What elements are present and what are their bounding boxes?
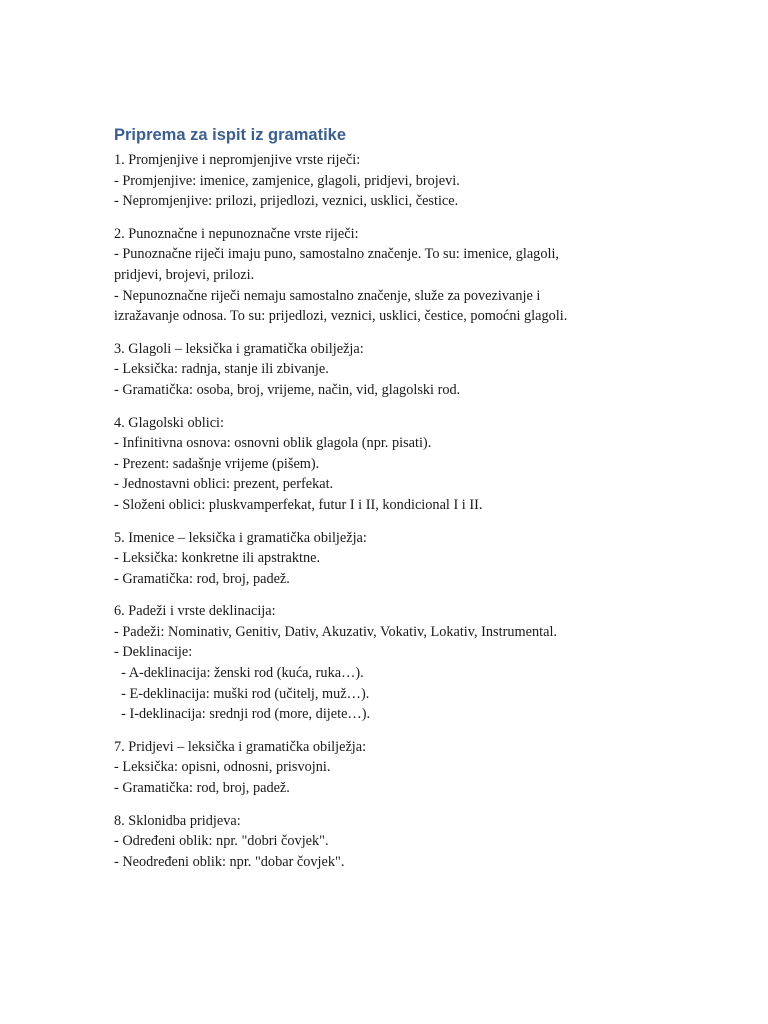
section-line: - Složeni oblici: pluskvamperfekat, futur I i II, kondicional I i II.	[114, 496, 483, 513]
section-heading: 7. Pridjevi – leksička i gramatička obilježja:	[114, 738, 367, 755]
document-section	[114, 601, 714, 725]
section-line: - Leksička: opisni, odnosni, prisvojni.	[114, 759, 331, 776]
section-line: - Nepunoznačne riječi nemaju samostalno značenje, služe za povezivanje i	[114, 287, 541, 304]
section-line: - Leksička: konkretne ili apstraktne.	[114, 550, 321, 567]
section-heading: 1. Promjenjive i nepromjenjive vrste riječi:	[114, 152, 361, 168]
document-section	[114, 339, 714, 401]
section-line: - Jednostavni oblici: prezent, perfekat.	[114, 476, 334, 493]
section-heading: 4. Glagolski oblici:	[114, 414, 224, 431]
section-line: - Deklinacije:	[114, 644, 193, 661]
document-section	[114, 737, 714, 799]
section-line: - Određeni oblik: npr. "dobri čovjek".	[114, 833, 329, 850]
section-line: - E-deklinacija: muški rod (učitelj, muž…).	[114, 685, 370, 702]
section-heading: 5. Imenice – leksička i gramatička obilježja:	[114, 529, 367, 546]
section-line: - Promjenjive: imenice, zamjenice, glagoli, pridjevi, brojevi.	[114, 172, 460, 189]
section-heading: 8. Sklonidba pridjeva:	[114, 812, 241, 829]
section-heading: 6. Padeži i vrste deklinacija:	[114, 603, 276, 620]
section-line: - Gramatička: rod, broj, padež.	[114, 780, 290, 797]
section-line: - Nepromjenjive: prilozi, prijedlozi, veznici, usklici, čestice.	[114, 193, 459, 210]
section-line: pridjevi, brojevi, prilozi.	[114, 266, 255, 283]
document-section	[114, 150, 714, 212]
section-heading: 3. Glagoli – leksička i gramatička obilježja:	[114, 340, 364, 357]
document-title: Priprema za ispit iz gramatike	[114, 126, 347, 144]
section-line: - Infinitivna osnova: osnovni oblik glagola (npr. pisati).	[114, 435, 432, 452]
document-section	[114, 413, 714, 516]
section-line: - Gramatička: rod, broj, padež.	[114, 570, 290, 587]
section-line: - Gramatička: osoba, broj, vrijeme, način, vid, glagolski rod.	[114, 381, 461, 398]
document-body	[114, 150, 714, 872]
section-line: - Punoznačne riječi imaju puno, samostalno značenje. To su: imenice, glagoli,	[114, 246, 559, 263]
section-line: - A-deklinacija: ženski rod (kuća, ruka…).	[114, 665, 364, 682]
section-line: - Prezent: sadašnje vrijeme (pišem).	[114, 455, 320, 472]
document-section	[114, 811, 714, 873]
document-section	[114, 224, 714, 327]
section-line: izražavanje odnosa. To su: prijedlozi, veznici, usklici, čestice, pomoćni glagoli.	[114, 308, 568, 325]
section-line: - Leksička: radnja, stanje ili zbivanje.	[114, 361, 329, 378]
document-section	[114, 528, 714, 590]
section-line: - Neodređeni oblik: npr. "dobar čovjek".	[114, 853, 345, 870]
section-heading: 2. Punoznačne i nepunoznačne vrste riječi:	[114, 225, 359, 242]
document-page	[114, 124, 714, 884]
section-line: - I-deklinacija: srednji rod (more, dijete…).	[114, 706, 371, 723]
section-line: - Padeži: Nominativ, Genitiv, Dativ, Akuzativ, Vokativ, Lokativ, Instrumental.	[114, 623, 557, 640]
